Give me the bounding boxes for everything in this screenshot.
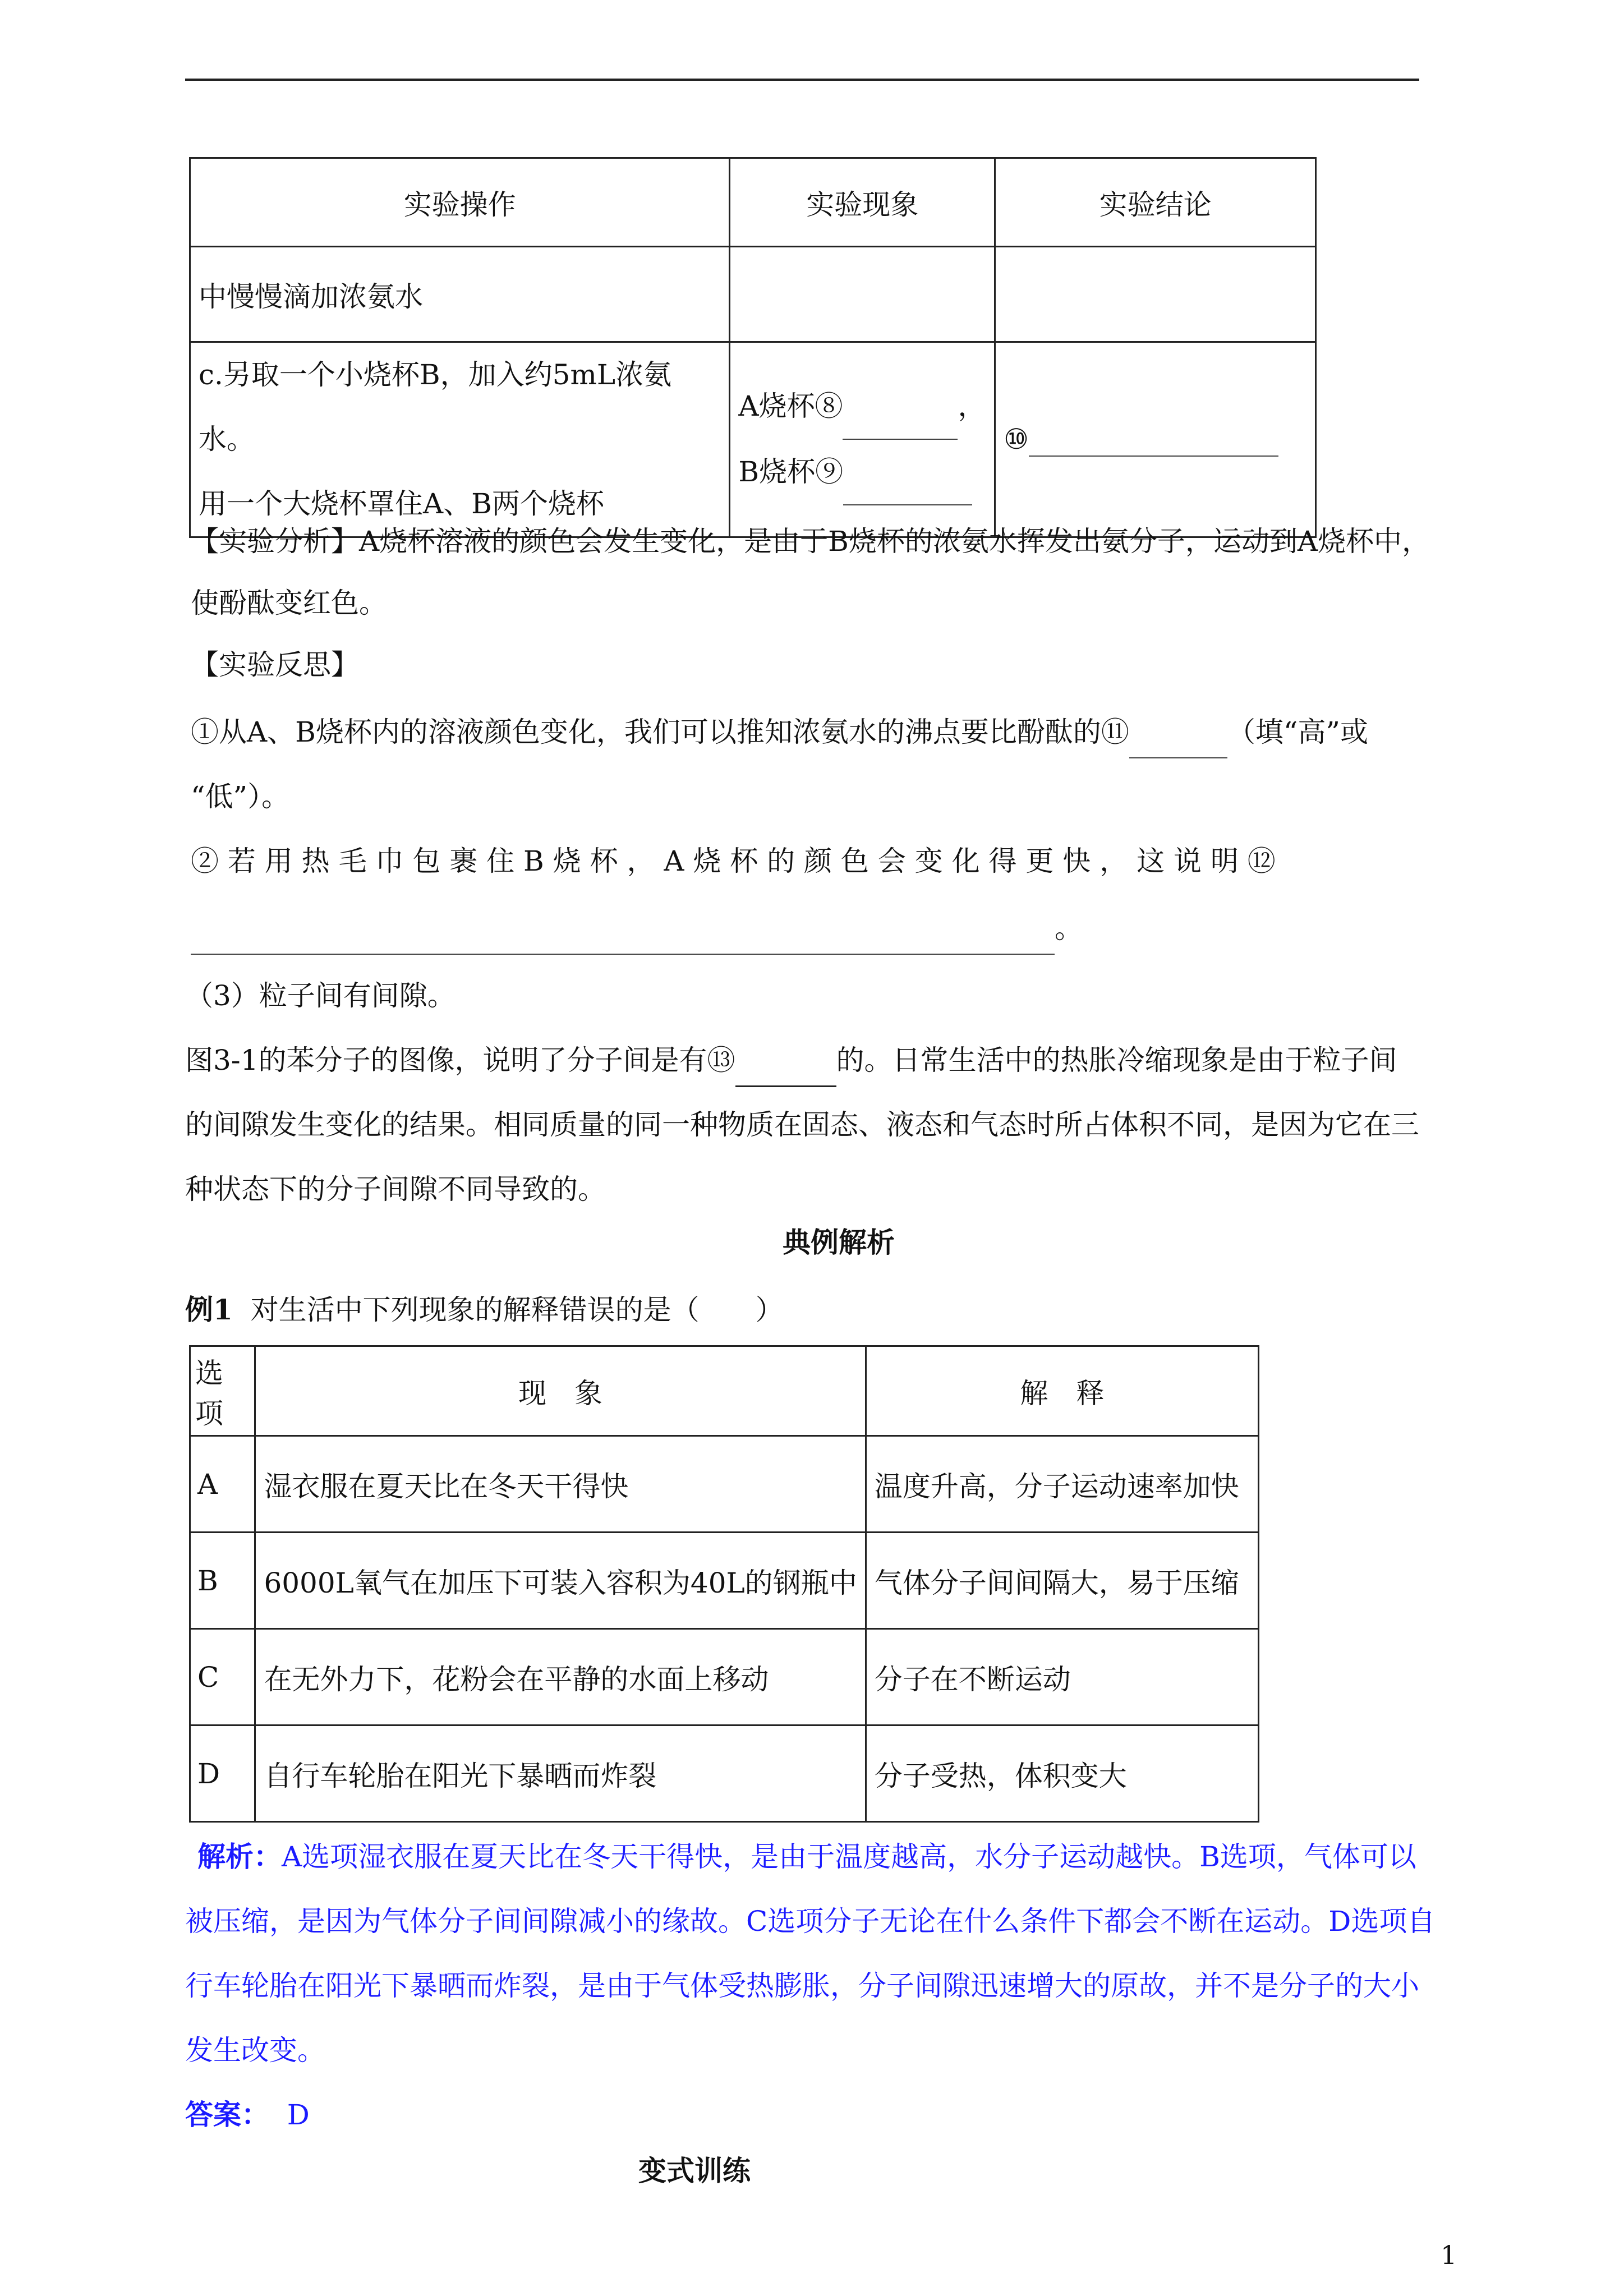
section-3-title: （3）粒子间有间隙。 <box>185 979 456 1012</box>
phenomenon-line-b <box>738 440 986 505</box>
reflection-title: 【实验反思】 <box>191 648 359 681</box>
option-explanation: 温度升高，分子运动速率加快 <box>866 1436 1258 1533</box>
header-phenomenon: 实验现象 <box>730 158 995 247</box>
blank-10 <box>1029 423 1278 457</box>
example-label: 例1 <box>185 1293 233 1326</box>
section-3-text: 的。日常生活中的热胀冷缩现象是由于粒子间 <box>836 1044 1397 1076</box>
reflection-item-2-cont <box>191 903 1083 955</box>
option-letter: B <box>190 1533 255 1629</box>
option-letter: C <box>190 1629 255 1726</box>
operation-line: 用一个大烧杯罩住A、B两个烧杯 <box>199 487 604 520</box>
experiment-row <box>190 247 1316 342</box>
period: 。 <box>1055 912 1083 945</box>
blank-13 <box>735 1035 836 1087</box>
blank-11 <box>1129 707 1227 758</box>
page-number: 1 <box>1441 2240 1457 2270</box>
beaker-a-label: A烧杯⑧ <box>738 389 843 422</box>
header-rule <box>185 79 1419 81</box>
options-table-header <box>190 1346 1259 1436</box>
header-operation: 实验操作 <box>190 158 730 247</box>
analysis-line: 【实验分析】A烧杯溶液的颜色会发生变化，是由于B烧杯的浓氨水挥发出氨分子，运动到A烧杯中， <box>191 525 1430 558</box>
conclusion-cell <box>995 247 1316 342</box>
solution-line: 发生改变。 <box>185 2034 325 2067</box>
experiment-table <box>189 157 1317 538</box>
beaker-b-label: B烧杯⑨ <box>738 455 844 488</box>
operation-line: c.另取一个小烧杯B，加入约5mL浓氨水。 <box>199 358 672 455</box>
question-text: 对生活中下列现象的解释错误的是（ ） <box>250 1294 784 1326</box>
blank-8 <box>843 374 958 440</box>
option-phenomenon: 湿衣服在夏天比在冬天干得快 <box>255 1436 866 1533</box>
phenomenon-cell <box>730 342 995 537</box>
conclusion-cell <box>995 342 1316 537</box>
section-3-line <box>185 1035 1397 1087</box>
options-table <box>189 1345 1259 1823</box>
punctuation: ， <box>958 389 986 422</box>
reflection-item-1-tail: （填“高”或 <box>1227 716 1368 748</box>
option-row <box>190 1726 1259 1822</box>
section-3-line: 种状态下的分子间隙不同导致的。 <box>185 1173 606 1205</box>
example-heading: 典例解析 <box>783 1226 895 1259</box>
option-letter: A <box>190 1436 255 1533</box>
solution-line: 被压缩，是因为气体分子间间隙减小的缘故。C选项分子无论在什么条件下都会不断在运动。D选项自 <box>185 1905 1436 1938</box>
option-row <box>190 1436 1259 1533</box>
phenomenon-cell <box>730 247 995 342</box>
operation-cell: 中慢慢滴加浓氨水 <box>190 247 730 342</box>
header-option: 选项 <box>190 1346 255 1436</box>
solution-text: A选项湿衣服在夏天比在冬天干得快，是由于温度越高，水分子运动越快。B选项，气体可以 <box>282 1841 1416 1873</box>
example-1-question <box>185 1285 784 1335</box>
option-explanation: 气体分子间间隔大，易于压缩 <box>866 1533 1258 1629</box>
header-explanation: 解 释 <box>866 1346 1258 1436</box>
reflection-item-1-text: ①从A、B烧杯内的溶液颜色变化，我们可以推知浓氨水的沸点要比酚酞的⑪ <box>191 716 1129 748</box>
blank-10-number: ⑩ <box>1004 422 1029 455</box>
training-heading: 变式训练 <box>638 2154 751 2187</box>
experiment-table-header <box>190 158 1316 247</box>
blank-9 <box>843 440 972 505</box>
phenomenon-line-a <box>738 374 986 440</box>
header-conclusion: 实验结论 <box>995 158 1316 247</box>
option-explanation: 分子受热，体积变大 <box>866 1726 1258 1822</box>
option-letter: D <box>190 1726 255 1822</box>
experiment-row <box>190 342 1316 537</box>
section-3-line: 的间隙发生变化的结果。相同质量的同一种物质在固态、液态和气态时所占体积不同，是因为它在三 <box>185 1108 1419 1141</box>
solution-label: 解析： <box>197 1840 282 1873</box>
section-3-text: 图3-1的苯分子的图像，说明了分子间是有⑬ <box>185 1044 735 1076</box>
header-phenomenon: 现 象 <box>255 1346 866 1436</box>
option-phenomenon: 在无外力下，花粉会在平静的水面上移动 <box>255 1629 866 1726</box>
blank-12 <box>191 903 1055 955</box>
analysis-line: 使酚酞变红色。 <box>191 587 387 619</box>
reflection-item-2: ② 若 用 热 毛 巾 包 裹 住 B 烧 杯 ， A 烧 杯 的 颜 色 会 变 化 得 更 快 ， 这 说 明 ⑫ <box>191 845 1276 877</box>
reflection-item-1 <box>191 707 1368 758</box>
solution-line: 行车轮胎在阳光下暴晒而炸裂，是由于气体受热膨胀，分子间隙迅速增大的原故，并不是分子的大小 <box>185 1970 1419 2002</box>
operation-cell <box>190 342 730 537</box>
reflection-item-1-cont: “低”）。 <box>191 780 290 813</box>
answer-line <box>185 2090 310 2140</box>
option-phenomenon: 自行车轮胎在阳光下暴晒而炸裂 <box>255 1726 866 1822</box>
option-phenomenon: 6000L氧气在加压下可装入容积为40L的钢瓶中 <box>255 1533 866 1629</box>
answer-value: D <box>287 2099 310 2131</box>
option-row <box>190 1533 1259 1629</box>
answer-label: 答案： <box>185 2098 269 2131</box>
solution-line <box>197 1832 1416 1882</box>
option-explanation: 分子在不断运动 <box>866 1629 1258 1726</box>
option-row <box>190 1629 1259 1726</box>
